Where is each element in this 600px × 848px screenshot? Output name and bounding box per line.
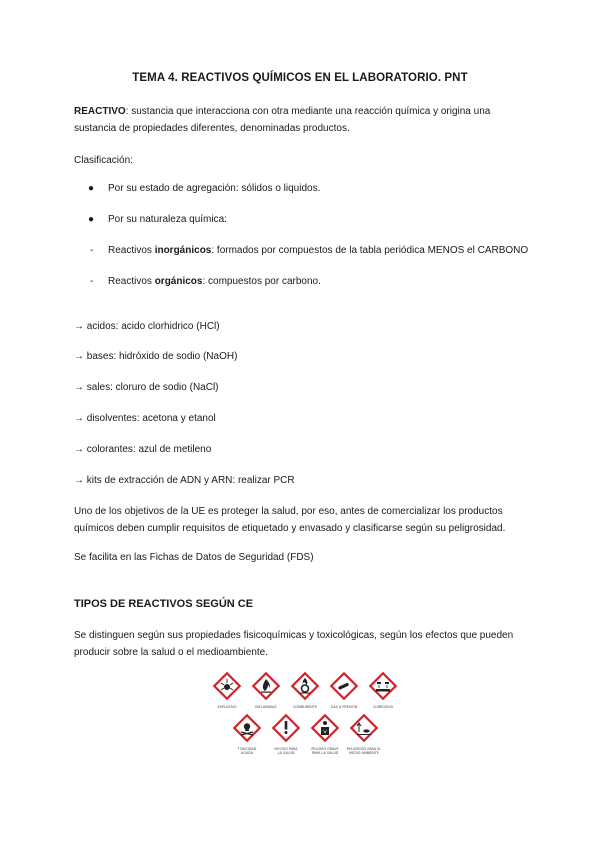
arrow-item: → acidos: acido clorhidrico (HCl) (74, 321, 220, 332)
dash-suffix: : formados por compuestos de la tabla periódica MENOS el CARBONO (211, 245, 529, 256)
dash-suffix: : compuestos por carbono. (202, 276, 321, 287)
label-environment-1: PELIGROSO PARA EL (346, 747, 382, 751)
arrow-item: → disolventes: acetona y etanol (74, 413, 216, 424)
label-gas-pressure: GAS A PRESIÓN (330, 705, 358, 709)
label-harmful-2: LA SALUD (277, 751, 295, 755)
arrow-item: → bases: hidróxido de sodio (NaOH) (74, 351, 238, 362)
dash-bold: inorgánicos (154, 245, 212, 256)
label-acute-toxicity-1: TOXICIDAD (237, 747, 257, 751)
label-environment-2: MEDIO AMBIENTE (349, 751, 379, 755)
gas-cylinder-pictogram (331, 673, 356, 698)
section-title: TIPOS DE REACTIVOS SEGÚN CE (74, 598, 254, 610)
label-flammable: INFLAMABLE (255, 705, 277, 709)
bullet-dot: ● (88, 214, 95, 225)
explosive-pictogram (214, 673, 239, 698)
environment-pictogram (351, 715, 376, 740)
dash-bold: orgánicos (154, 276, 203, 287)
label-acute-toxicity-2: AGUDA (240, 751, 254, 755)
label-oxidizing: COMBURENTE (292, 705, 318, 709)
definition-text: : sustancia que interacciona con otra mediante una reacción química y origina una sustancia de propiedades diferentes, denominadas productos. (74, 106, 491, 134)
label-serious-health-1: PELIGRO GRAVE (311, 747, 339, 751)
definition-paragraph (74, 103, 534, 137)
label-harmful-1: NOCIVO PARA (274, 747, 298, 751)
dash-item (108, 276, 321, 287)
ue-paragraph: Uno de los objetivos de la UE es proteger la salud, por eso, antes de comercializar los productos químicos deben cumplir requisitos de etiquetado y envasado y clasificarse según su peligrosidad. (74, 506, 506, 534)
flame-over-circle-pictogram (292, 673, 317, 698)
dash-marker: - (90, 245, 94, 256)
fds-paragraph: Se facilita en las Fichas de Datos de Seguridad (FDS) (74, 552, 314, 563)
arrow-item: → kits de extracción de ADN y ARN: realizar PCR (74, 475, 295, 486)
arrow-item: → colorantes: azul de metileno (74, 444, 212, 455)
bullet-item: Por su naturaleza química: (108, 214, 227, 225)
dash-marker: - (90, 276, 94, 287)
bullet-item: Por su estado de agregación: sólidos o liquidos. (108, 183, 321, 194)
label-corrosive: CORROSIVO (372, 705, 394, 709)
health-hazard-pictogram (312, 715, 337, 740)
classification-label: Clasificación: (74, 155, 133, 166)
ghs-pictograms (205, 672, 410, 782)
skull-pictogram (234, 715, 259, 740)
page-title: TEMA 4. REACTIVOS QUÍMICOS EN EL LABORATORIO. PNT (132, 72, 468, 84)
definition-term: REACTIVO (74, 106, 126, 117)
dash-prefix: Reactivos (108, 276, 155, 287)
exclamation-pictogram (273, 715, 298, 740)
section-paragraph: Se distinguen según sus propiedades fisicoquímicas y toxicológicas, según los efectos que pueden producir sobre la salud o el medioambiente. (74, 630, 514, 658)
label-serious-health-2: PARA LA SALUD (311, 751, 339, 755)
dash-prefix: Reactivos (108, 245, 155, 256)
label-explosive: EXPLOSIVO (217, 705, 237, 709)
bullet-dot: ● (88, 183, 95, 194)
dash-item (108, 245, 528, 256)
corrosion-pictogram (370, 673, 395, 698)
arrow-item: → sales: cloruro de sodio (NaCl) (74, 382, 219, 393)
flame-pictogram (253, 673, 278, 698)
